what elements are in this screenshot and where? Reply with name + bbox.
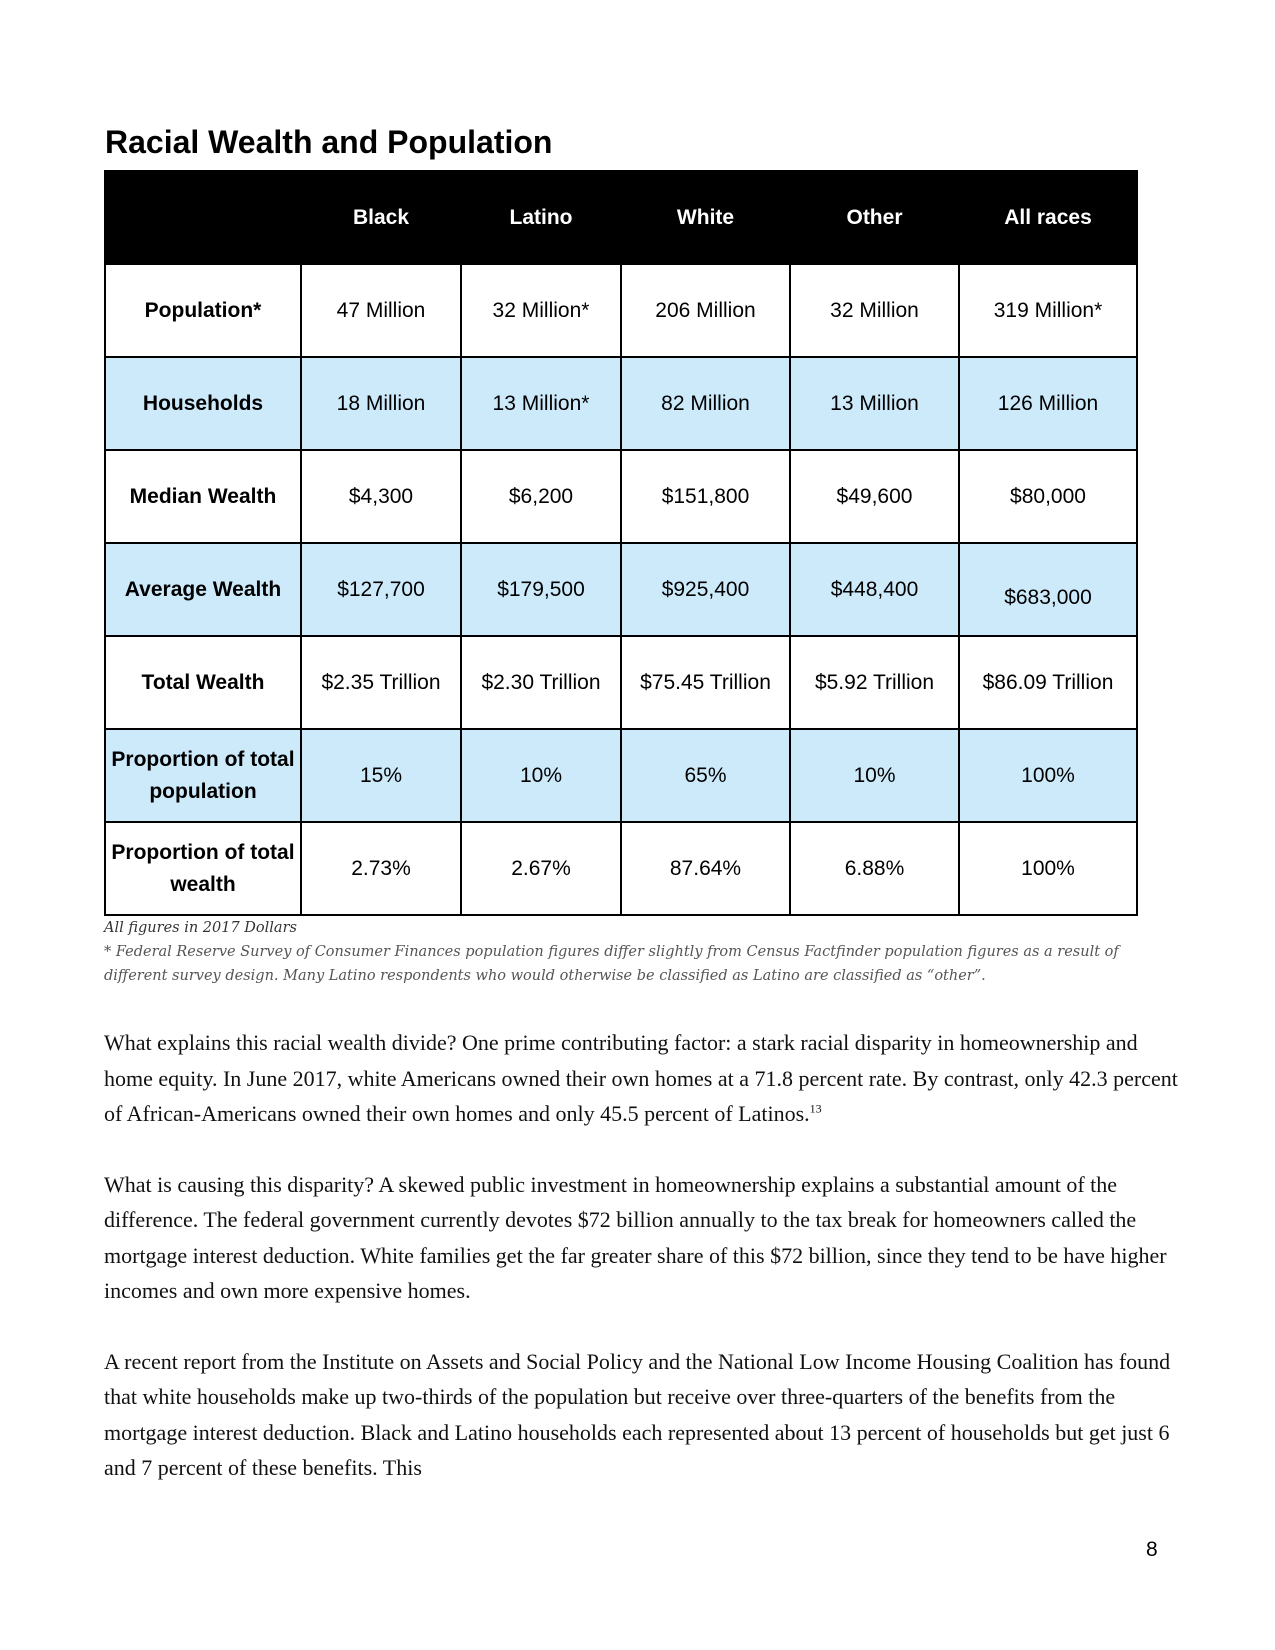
- table-cell: 18 Million: [301, 357, 461, 450]
- table-row: [105, 729, 1137, 822]
- dollars-note: All figures in 2017 Dollars: [104, 920, 297, 936]
- paragraph: [104, 1025, 1184, 1132]
- wealth-table: [104, 170, 1138, 916]
- body-text: [104, 1025, 1184, 1521]
- table-cell: 2.67%: [461, 822, 621, 915]
- table-cell: $2.35 Trillion: [301, 636, 461, 729]
- table-cell: 87.64%: [621, 822, 790, 915]
- table-cell: $179,500: [461, 543, 621, 636]
- table-row: [105, 822, 1137, 915]
- header-cell-latino: Latino: [461, 171, 621, 264]
- table-cell: $4,300: [301, 450, 461, 543]
- paragraph: What is causing this disparity? A skewed public investment in homeownership explains a substantial amount of the difference. The federal government currently devotes $72 billion annually to the tax break for homeowners called the mortgage interest deduction. White families get the far greater share of this $72 billion, since they tend to be have higher incomes and own more expensive homes.: [104, 1171, 1167, 1303]
- table-cell: 32 Million: [790, 264, 959, 357]
- header-cell-black: Black: [301, 171, 461, 264]
- table-cell: 13 Million*: [461, 357, 621, 450]
- table-cell: 6.88%: [790, 822, 959, 915]
- table-row: [105, 543, 1137, 636]
- table-cell: $925,400: [621, 543, 790, 636]
- paragraph: A recent report from the Institute on Assets and Social Policy and the National Low Income Housing Coalition has found that white households make up two-thirds of the population but receive over three-quarters of the benefits from the mortgage interest deduction. Black and Latino households each represented about 13 percent of households but get just 6 and 7 percent of these benefits. This: [104, 1348, 1171, 1480]
- table-cell: 10%: [461, 729, 621, 822]
- table-cell: 65%: [621, 729, 790, 822]
- row-label: Median Wealth: [105, 450, 301, 543]
- table-row: [105, 636, 1137, 729]
- table-cell: $49,600: [790, 450, 959, 543]
- table-cell: 15%: [301, 729, 461, 822]
- row-label: Average Wealth: [105, 543, 301, 636]
- table-cell: 47 Million: [301, 264, 461, 357]
- table-cell: 2.73%: [301, 822, 461, 915]
- page-title: Racial Wealth and Population: [105, 124, 553, 160]
- page-number: 8: [1146, 1538, 1158, 1561]
- table-notes: [104, 916, 1184, 988]
- header-cell-white: White: [621, 171, 790, 264]
- table-cell: 82 Million: [621, 357, 790, 450]
- header-cell-other: Other: [790, 171, 959, 264]
- table-cell: 100%: [959, 822, 1137, 915]
- table-row: [105, 264, 1137, 357]
- table-cell: $448,400: [790, 543, 959, 636]
- table-cell: 32 Million*: [461, 264, 621, 357]
- paragraph-text: What explains this racial wealth divide? One prime contributing factor: a stark racial disparity in homeownership and home equity. In June 2017, white Americans owned their own homes at a 71.8 percent rate. By contrast, only 42.3 percent of African-Americans owned their own homes and only 45.5 percent of Latinos.: [104, 1030, 1178, 1126]
- table-header-row: [105, 171, 1137, 264]
- table-cell: $6,200: [461, 450, 621, 543]
- table-cell: 319 Million*: [959, 264, 1137, 357]
- table-row: [105, 357, 1137, 450]
- row-label: Population*: [105, 264, 301, 357]
- footnote: * Federal Reserve Survey of Consumer Finances population figures differ slightly from Census Factfinder population figures as a result of different survey design. Many Latino respondents who would otherwise be classified as Latino are classified as “other”.: [104, 944, 1119, 984]
- table-cell: 206 Million: [621, 264, 790, 357]
- table-cell: $683,000: [959, 543, 1137, 636]
- table-cell: $5.92 Trillion: [790, 636, 959, 729]
- row-label: Proportion of total wealth: [105, 822, 301, 915]
- row-label: Total Wealth: [105, 636, 301, 729]
- table-cell: 13 Million: [790, 357, 959, 450]
- table-row: [105, 450, 1137, 543]
- header-cell-all-races: All races: [959, 171, 1137, 264]
- row-label: Households: [105, 357, 301, 450]
- table-cell: $86.09 Trillion: [959, 636, 1137, 729]
- table-cell: 100%: [959, 729, 1137, 822]
- table-cell: $75.45 Trillion: [621, 636, 790, 729]
- table-cell: $127,700: [301, 543, 461, 636]
- footnote-ref: 13: [809, 1101, 822, 1116]
- table-cell: 126 Million: [959, 357, 1137, 450]
- table-cell: $2.30 Trillion: [461, 636, 621, 729]
- row-label: Proportion of total population: [105, 729, 301, 822]
- header-cell-empty: [105, 171, 301, 264]
- table-cell: $80,000: [959, 450, 1137, 543]
- table-cell: $151,800: [621, 450, 790, 543]
- table-cell: 10%: [790, 729, 959, 822]
